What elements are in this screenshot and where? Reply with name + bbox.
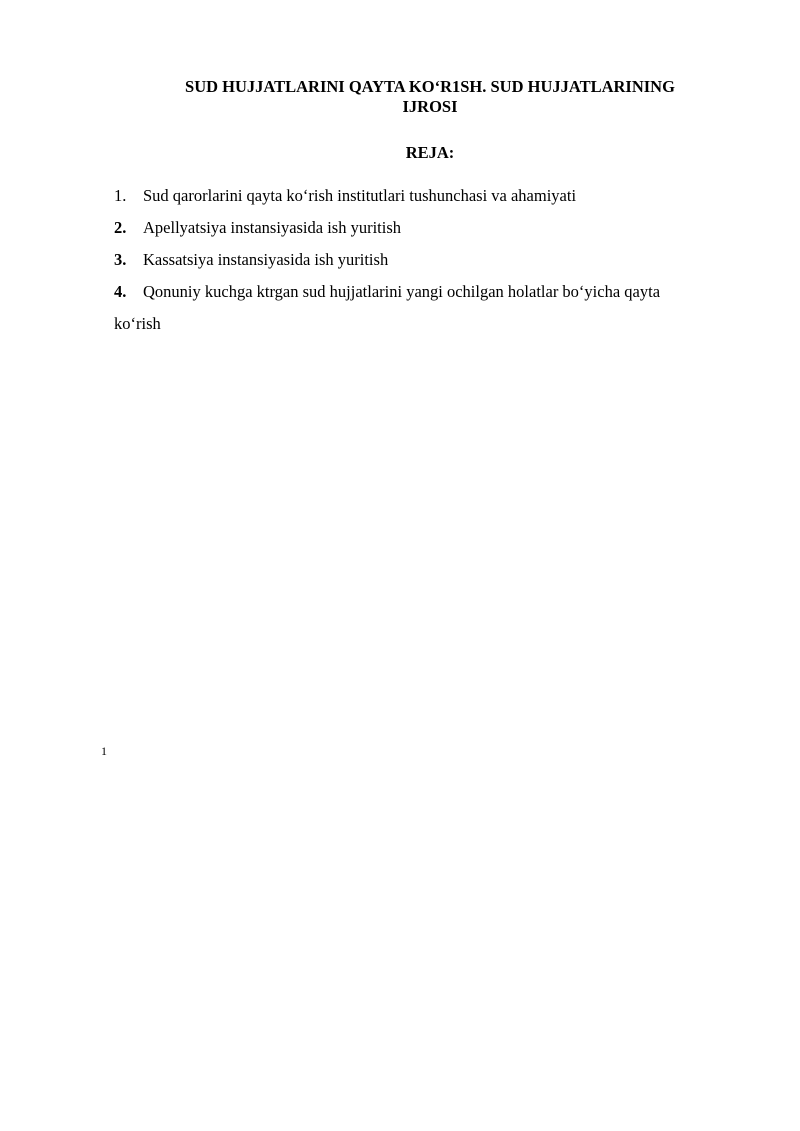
plan-item-3 (114, 244, 739, 276)
document-title-line-1: SUD HUJJATLARINI QAYTA KO‘R1SH. SUD HUJJATLARINING (185, 77, 675, 96)
plan-item-text: Sud qarorlarini qayta ko‘rish institutlari tushunchasi va ahamiyati (143, 186, 577, 205)
plan-item-text: Apellyatsiya instansiyasida ish yuritish (143, 218, 402, 237)
plan-item-1 (114, 180, 739, 212)
footnote-marker: 1 (101, 744, 107, 758)
plan-heading: REJA: (405, 143, 455, 162)
plan-item-number: 4. (114, 282, 127, 301)
document-title (110, 77, 750, 117)
plan-item-4 (114, 276, 739, 340)
plan-item-number: 2. (114, 218, 127, 237)
plan-item-number: 3. (114, 250, 127, 269)
plan-item-text-line-1: Qonuniy kuchga ktrgan sud hujjatlarini yangi ochilgan holatlar bo‘yicha qayta (143, 282, 661, 301)
plan-item-text: Kassatsiya instansiyasida ish yuritish (143, 250, 389, 269)
document-title-line-2: IJROSI (402, 97, 458, 116)
plan-item-text-line-2: ko‘rish (114, 314, 161, 333)
plan-item-number: 1. (114, 186, 127, 205)
plan-item-2 (114, 212, 739, 244)
